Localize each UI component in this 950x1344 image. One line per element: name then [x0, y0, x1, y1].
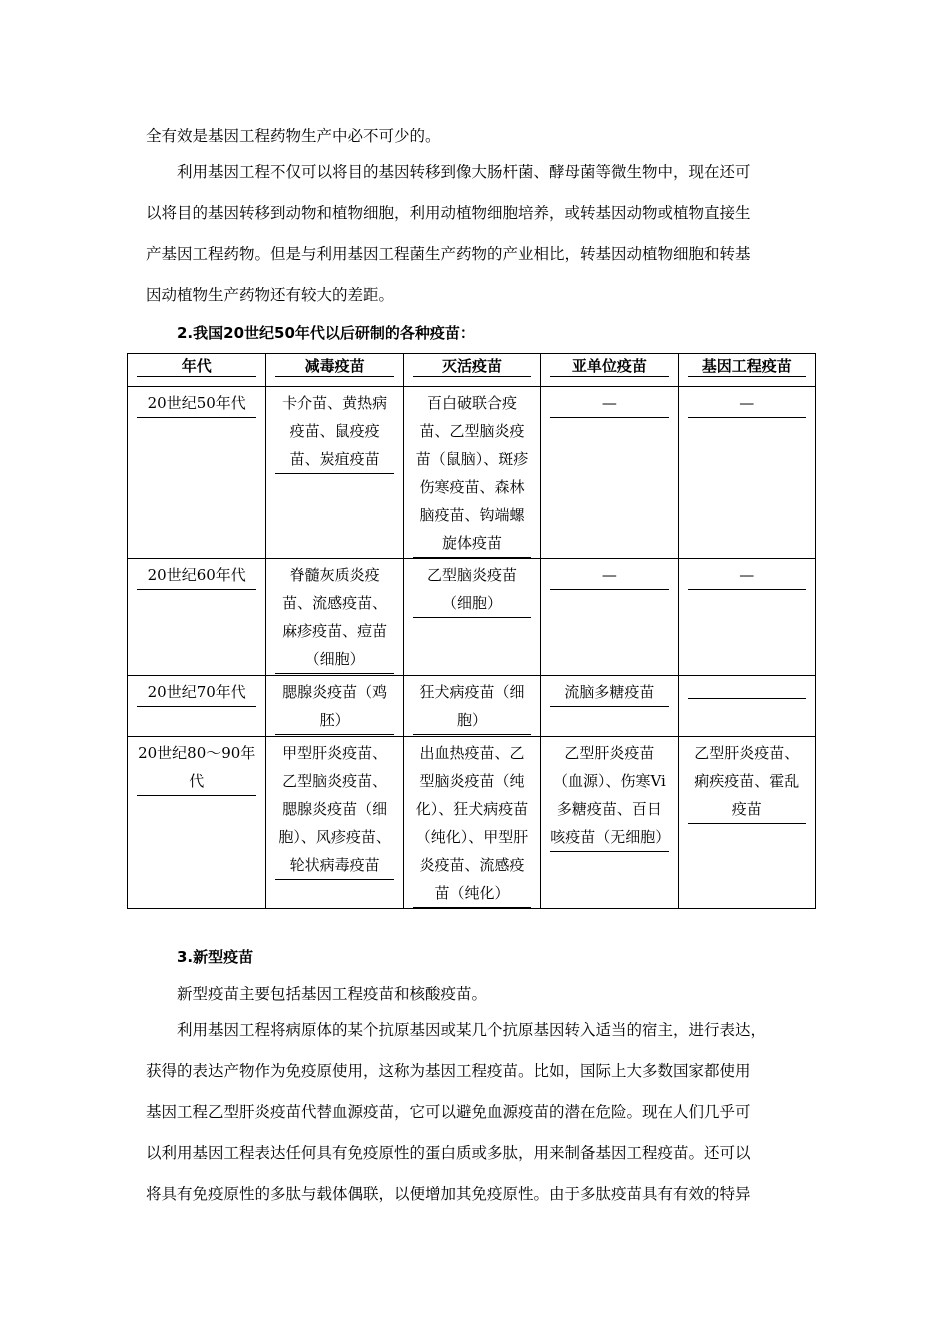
table-cell: — [541, 387, 678, 559]
table-row [128, 676, 816, 737]
section-3-intro [146, 980, 826, 1008]
table-cell: 乙型肝炎疫苗（血源）、伤寒Vi多糖疫苗、百日咳疫苗（无细胞） [541, 737, 678, 909]
text-line: 以将目的基因转移到动物和植物细胞，利用动植物细胞培养，或转基因动物或植物直接生 [146, 204, 751, 222]
table-cell: 乙型肝炎疫苗、痢疾疫苗、霍乱疫苗 [678, 737, 815, 909]
vaccine-table [127, 353, 816, 909]
section-3-heading: 3.新型疫苗 [177, 948, 254, 966]
table-cell: 20世纪50年代 [128, 387, 266, 559]
header-genetic: 基因工程疫苗 [678, 354, 815, 387]
section-2-heading: 2.我国20世纪50年代以后研制的各种疫苗： [177, 324, 475, 342]
table-cell: 腮腺炎疫苗（鸡胚） [266, 676, 403, 737]
table-row [128, 737, 816, 909]
text-line: 基因工程乙型肝炎疫苗代替血源疫苗，它可以避免血源疫苗的潜在危险。现在人们几乎可 [146, 1103, 751, 1121]
table-cell: — [678, 559, 815, 676]
table-cell: 20世纪60年代 [128, 559, 266, 676]
text-line: 以利用基因工程表达任何具有免疫原性的蛋白质或多肽，用来制备基因工程疫苗。还可以 [146, 1144, 751, 1162]
section-3-paragraph [146, 1016, 826, 1208]
table-cell: 20世纪70年代 [128, 676, 266, 737]
table-cell [678, 676, 815, 737]
table-row [128, 559, 816, 676]
text-line: 产基因工程药物。但是与利用基因工程菌生产药物的产业相比，转基因动植物细胞和转基 [146, 245, 751, 263]
header-era: 年代 [128, 354, 266, 387]
table-cell: 20世纪80～90年代 [128, 737, 266, 909]
intro-line [146, 122, 826, 150]
intro-paragraph [146, 158, 826, 309]
table-cell: 卡介苗、黄热病疫苗、鼠疫疫苗、炭疽疫苗 [266, 387, 403, 559]
text-line: 利用基因工程不仅可以将目的基因转移到像大肠杆菌、酵母菌等微生物中，现在还可 [177, 163, 751, 181]
table-cell: 脊髓灰质炎疫苗、流感疫苗、麻疹疫苗、痘苗（细胞） [266, 559, 403, 676]
header-inactivated: 灭活疫苗 [403, 354, 540, 387]
text-line: 全有效是基因工程药物生产中必不可少的。 [146, 127, 441, 145]
table-cell: 乙型脑炎疫苗（细胞） [403, 559, 540, 676]
table-cell: 流脑多糖疫苗 [541, 676, 678, 737]
table-row [128, 387, 816, 559]
text-line: 获得的表达产物作为免疫原使用，这称为基因工程疫苗。比如，国际上大多数国家都使用 [146, 1062, 751, 1080]
table-cell: — [678, 387, 815, 559]
table-cell: — [541, 559, 678, 676]
table-cell: 甲型肝炎疫苗、乙型脑炎疫苗、腮腺炎疫苗（细胞）、风疹疫苗、轮状病毒疫苗 [266, 737, 403, 909]
header-subunit: 亚单位疫苗 [541, 354, 678, 387]
header-attenuated: 减毒疫苗 [266, 354, 403, 387]
table-cell: 狂犬病疫苗（细胞） [403, 676, 540, 737]
table-cell: 出血热疫苗、乙型脑炎疫苗（纯化）、狂犬病疫苗（纯化）、甲型肝炎疫苗、流感疫苗（纯化） [403, 737, 540, 909]
table-cell: 百白破联合疫苗、乙型脑炎疫苗（鼠脑）、斑疹伤寒疫苗、森林脑疫苗、钩端螺旋体疫苗 [403, 387, 540, 559]
text-line: 将具有免疫原性的多肽与载体偶联，以便增加其免疫原性。由于多肽疫苗具有有效的特异 [146, 1185, 751, 1203]
text-line: 利用基因工程将病原体的某个抗原基因或某几个抗原基因转入适当的宿主，进行表达， [177, 1021, 767, 1039]
text-line: 因动植物生产药物还有较大的差距。 [146, 286, 395, 304]
table-header-row [128, 354, 816, 387]
text-line: 新型疫苗主要包括基因工程疫苗和核酸疫苗。 [177, 985, 488, 1003]
